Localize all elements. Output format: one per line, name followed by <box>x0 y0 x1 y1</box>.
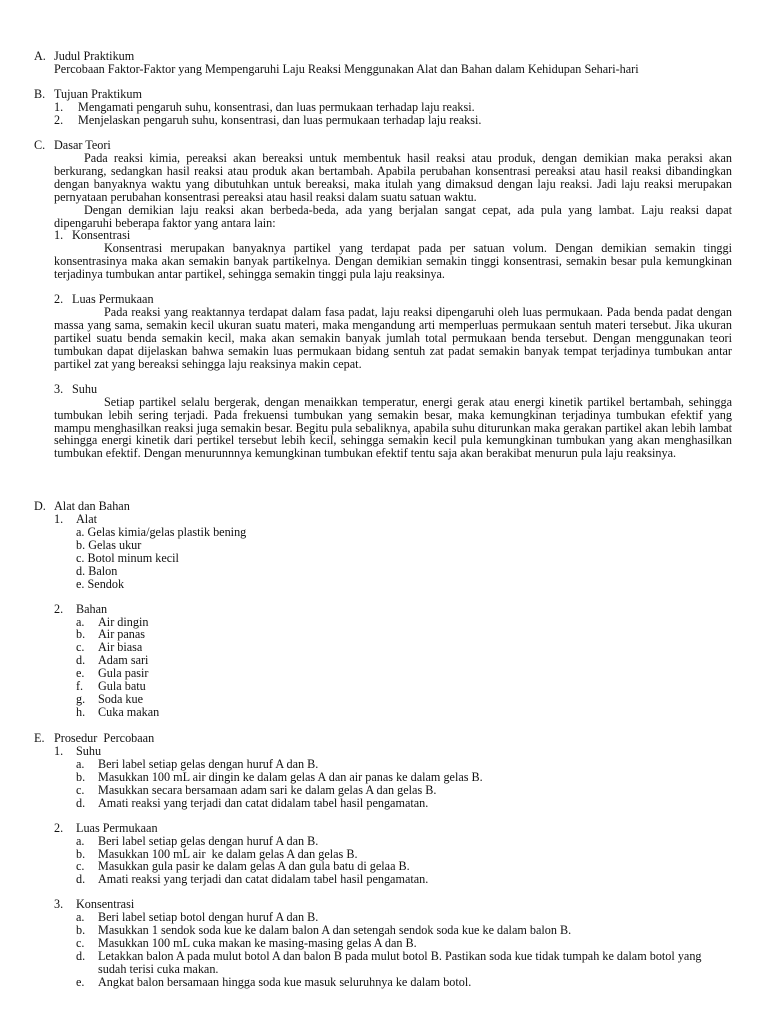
item-letter: b. <box>76 627 86 642</box>
subsection-suhu <box>0 383 768 461</box>
item-text: Air dingin <box>98 614 149 629</box>
list-item <box>0 950 728 976</box>
item-text: Botol minum kecil <box>87 550 179 565</box>
item-text: Angkat balon bersamaan hingga soda kue masuk seluruhnya ke dalam botol. <box>98 974 472 989</box>
item-letter: a. <box>76 525 85 539</box>
section-title: Judul Praktikum <box>54 49 135 63</box>
subsection-number: 3. <box>54 381 64 396</box>
item-text: Beri label setiap gelas dengan huruf A dan B. <box>98 833 319 848</box>
subsection-title: Luas Permukaan <box>76 820 158 835</box>
paragraph: Dengan demikian laju reaksi akan berbeda-beda, ada yang berjalan sangat cepat, ada pula yang lambat. Laju reaksi dapat dipengaruhi beberapa faktor yang antara lain: <box>54 202 732 230</box>
item-letter: d. <box>76 948 86 963</box>
list-item <box>0 578 768 591</box>
section-title: Tujuan Praktikum <box>54 87 142 101</box>
item-letter: e. <box>76 576 85 591</box>
item-letter: e. <box>76 974 85 989</box>
subsection-bahan <box>0 603 768 719</box>
item-letter: d. <box>76 872 86 887</box>
subsection-prosedur-konsentrasi <box>0 898 768 988</box>
item-letter: b. <box>76 923 86 938</box>
subsection-konsentrasi <box>0 229 768 281</box>
item-text: Letakkan balon A pada mulut botol A dan balon B pada mulut botol B. Pastikan soda kue tidak tumpah ke dalam botol yang sudah terisi cuka makan. <box>98 948 702 976</box>
judul-text: Percobaan Faktor-Faktor yang Mempengaruhi Laju Reaksi Menggunakan Alat dan Bahan dalam Kehidupan Sehari-hari <box>54 62 639 76</box>
section-letter: D. <box>34 499 46 513</box>
item-text: Menjelaskan pengaruh suhu, konsentrasi, dan luas permukaan terhadap laju reaksi. <box>78 112 482 127</box>
item-text: Gelas ukur <box>88 537 142 552</box>
item-text: Beri label setiap botol dengan huruf A dan B. <box>98 910 319 925</box>
item-letter: e. <box>76 666 85 681</box>
subsection-title: Alat <box>76 512 97 526</box>
item-text: Amati reaksi yang terjadi dan catat didalam tabel hasil pengamatan. <box>98 795 429 810</box>
section-letter: E. <box>34 731 45 745</box>
item-text: Gula batu <box>98 679 146 694</box>
subsection-alat <box>0 513 768 591</box>
item-letter: b. <box>76 846 86 861</box>
item-text: Mengamati pengaruh suhu, konsentrasi, dan luas permukaan terhadap laju reaksi. <box>78 100 475 114</box>
item-number: 2. <box>54 112 64 127</box>
subsection-number: 1. <box>54 744 64 758</box>
item-letter: c. <box>76 859 85 874</box>
subsection-number: 2. <box>54 820 64 835</box>
subsection-title: Suhu <box>76 744 102 758</box>
item-letter: c. <box>76 936 85 951</box>
item-text: Masukkan secara bersamaan adam sari ke dalam gelas A dan gelas B. <box>98 782 437 797</box>
item-letter: c. <box>76 782 85 797</box>
item-text: Air panas <box>98 627 146 642</box>
item-text: Masukkan 100 mL air ke dalam gelas A dan gelas B. <box>98 846 358 861</box>
item-letter: a. <box>76 614 85 629</box>
section-letter: B. <box>34 87 46 101</box>
item-letter: a. <box>76 910 85 925</box>
section-alat-dan-bahan <box>0 500 768 719</box>
item-text: Cuka makan <box>98 704 160 719</box>
item-text: Beri label setiap gelas dengan huruf A dan B. <box>98 757 319 771</box>
subsection-number: 2. <box>54 292 64 307</box>
item-text: Masukkan gula pasir ke dalam gelas A dan gula batu di gelaa B. <box>98 859 410 874</box>
item-text: Masukkan 100 mL cuka makan ke masing-masing gelas A dan B. <box>98 936 417 951</box>
item-number: 1. <box>54 100 64 114</box>
section-title: Prosedur Percobaan <box>54 731 155 745</box>
paragraph: Pada reaksi kimia, pereaksi akan bereaksi untuk membentuk hasil reaksi atau produk, dengan demikian maka peraksi akan berkurang, sedangkan hasil reaksi atau produk akan bertambah. Apabila perubahan konsentrasi pereaksi atau hasil reaksi dibandingkan dengan banyaknya waktu yang dibutuhkan untuk bereaksi, maka itulah yang dimaksud dengan laju reaksi. Jadi laju reaksi merupakan pernyataan perubahan konsentrasi pereaksi atau hasil reaksi dalam suatu satuan waktu. <box>54 151 732 204</box>
item-letter: c. <box>76 640 85 655</box>
item-text: Gelas kimia/gelas plastik bening <box>87 525 247 539</box>
item-text: Sendok <box>87 576 125 591</box>
subsection-number: 3. <box>54 897 64 912</box>
subsection-title: Konsentrasi <box>76 897 135 912</box>
section-title: Alat dan Bahan <box>54 499 130 513</box>
list-item <box>0 706 728 719</box>
subsection-prosedur-suhu <box>0 745 768 810</box>
item-letter: a. <box>76 833 85 848</box>
subsection-luas-permukaan <box>0 293 768 371</box>
subsection-title: Bahan <box>76 601 108 616</box>
subsection-number: 2. <box>54 601 64 616</box>
item-letter: f. <box>76 679 84 694</box>
item-letter: b. <box>76 769 86 784</box>
item-text: Amati reaksi yang terjadi dan catat didalam tabel hasil pengamatan. <box>98 872 429 887</box>
list-item <box>0 873 728 886</box>
item-text: Adam sari <box>98 653 149 668</box>
list-item <box>0 797 728 810</box>
item-text: Gula pasir <box>98 666 149 681</box>
section-title: Dasar Teori <box>54 138 111 152</box>
subsection-title: Luas Permukaan <box>72 292 154 307</box>
section-judul-praktikum <box>0 50 768 76</box>
subsection-number: 1. <box>54 512 64 526</box>
item-text: Air biasa <box>98 640 143 655</box>
section-tujuan-praktikum <box>0 88 768 127</box>
item-letter: h. <box>76 704 86 719</box>
item-letter: c. <box>76 550 85 565</box>
subsection-title: Konsentrasi <box>72 228 131 243</box>
section-prosedur-percobaan <box>0 732 768 989</box>
item-letter: d. <box>76 653 86 668</box>
item-text: Balon <box>88 563 118 578</box>
item-letter: g. <box>76 691 86 706</box>
item-text: Masukkan 100 mL air dingin ke dalam gelas A dan air panas ke dalam gelas B. <box>98 769 483 784</box>
section-dasar-teori <box>0 139 768 460</box>
list-item <box>0 976 728 989</box>
item-letter: d. <box>76 563 86 578</box>
item-text: Masukkan 1 sendok soda kue ke dalam balon A dan setengah sendok soda kue ke dalam balon B. <box>98 923 572 938</box>
list-item <box>0 114 738 127</box>
section-letter: A. <box>34 49 46 63</box>
item-letter: a. <box>76 757 85 771</box>
paragraph: Konsentrasi merupakan banyaknya partikel yang terdapat pada per satuan volum. Dengan demikian semakin tinggi konsentrasinya maka akan semakin banyak partikelnya. Dengan demikian semakin tinggi konsentrasi, semakin besar pula kemungkinan terjadinya tumbukan antar partikel, sehingga semakin tinggi pula laju reaksinya. <box>54 241 732 282</box>
subsection-title: Suhu <box>72 381 98 396</box>
section-letter: C. <box>34 138 46 152</box>
paragraph: Setiap partikel selalu bergerak, dengan menaikkan temperatur, energi gerak atau energi kinetik partikel bertambah, sehingga tumbukan lebih sering terjadi. Pada frekuensi tumbukan yang semakin besar, maka kemungkinan terjadinya tumbukan efektif yang mampu menghasilkan reaksi juga semakin besar. Begitu pula sebaliknya, apabila suhu diturunkan maka gerakan partikel akan lebih lambat sehingga energi kinetik dari pertikel tersebut lebih kecil, sehingga semakin kecil pula kemungkinan tumbukan yang akan menghasilkan tumbukan efektif. Dengan menurunnnya kemungkinan tumbukan efektif tentu saja akan berakibat menurun pula laju reaksinya. <box>54 394 732 461</box>
item-letter: b. <box>76 537 86 552</box>
subsection-number: 1. <box>54 228 64 243</box>
paragraph: Pada reaksi yang reaktannya terdapat dalam fasa padat, laju reaksi dipengaruhi oleh luas permukaan. Pada benda padat dengan massa yang sama, semakin kecil ukuran suatu materi, maka mengandung arti memperluas permukaan sentuh materi tersebut. Jika ukuran partikel suatu benda semakin kecil, maka akan semakin banyak jumlah total permukaan benda tersebut. Dengan menggunakan teori tumbukan dapat dijelaskan bahwa semakin luas permukaan bidang sentuh zat padat semakin banyak tempat terjadinya tumbukan antar partikel zat yang bereaksi sehingga laju reaksinya makin cepat. <box>54 305 732 371</box>
subsection-prosedur-luas-permukaan <box>0 822 768 887</box>
item-letter: d. <box>76 795 86 810</box>
item-text: Soda kue <box>98 691 144 706</box>
